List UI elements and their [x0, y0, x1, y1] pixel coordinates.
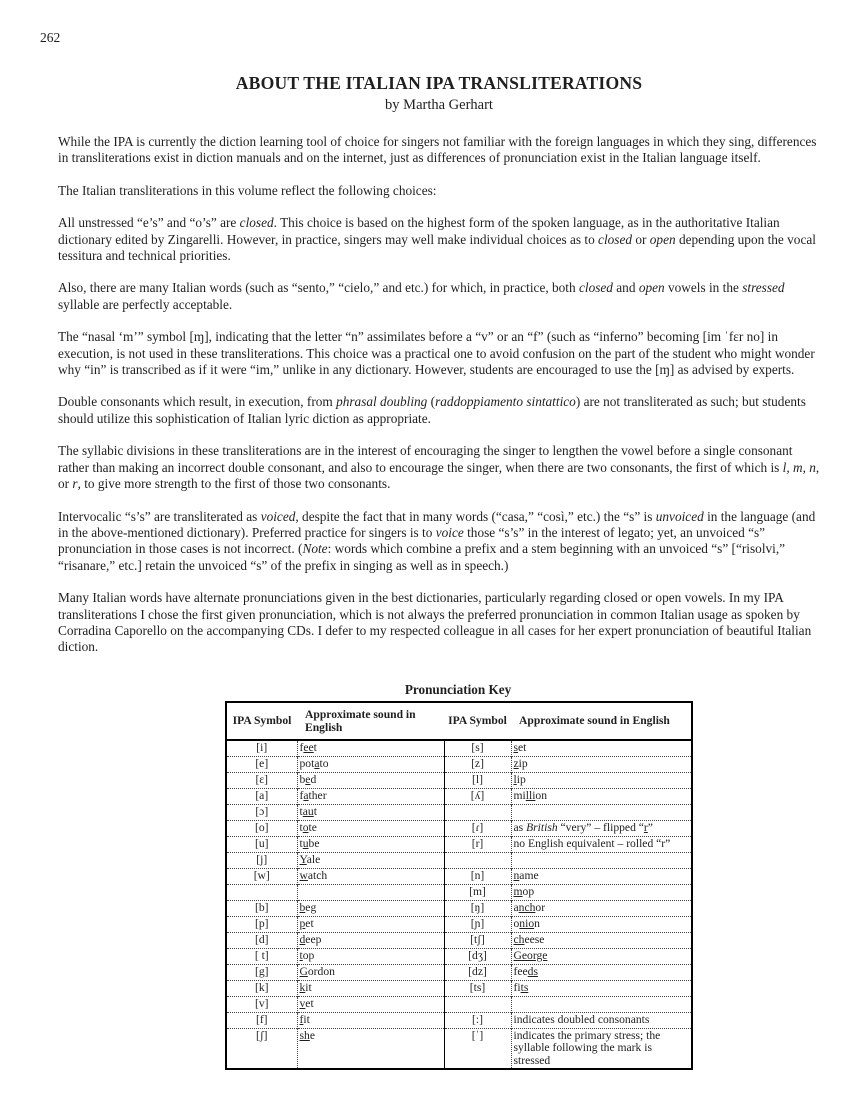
- pronunciation-key-table: [225, 701, 693, 1070]
- sound-cell: name: [511, 868, 692, 884]
- ipa-symbol-cell: [ t]: [226, 948, 297, 964]
- sound-cell: cheese: [511, 932, 692, 948]
- paragraph: Many Italian words have alternate pronunciations given in the best dictionaries, particularly regarding closed or open vowels. In my IPA transliterations I chose the first given pronunciation, which is not always the preferred pronunciation in common Italian usage as spoken by Corradina Caporello on the accompanying CDs. I defer to my respected colleague in all cases for her expert pronunciation of beautiful Italian diction.: [58, 590, 812, 655]
- sound-cell: vet: [297, 996, 444, 1012]
- ipa-symbol-cell: [n]: [444, 868, 511, 884]
- key-table-body: [226, 740, 692, 1069]
- sound-cell: indicates the primary stress; the syllable following the mark is stressed: [511, 1028, 692, 1068]
- ipa-symbol-cell: [ɾ]: [444, 820, 511, 836]
- ipa-symbol-cell: [z]: [444, 756, 511, 772]
- sound-cell: feeds: [511, 964, 692, 980]
- ipa-symbol-cell: [d]: [226, 932, 297, 948]
- table-row: [226, 740, 692, 757]
- table-row: [226, 820, 692, 836]
- ipa-symbol-cell: [g]: [226, 964, 297, 980]
- table-row: [226, 772, 692, 788]
- sound-cell: taut: [297, 804, 444, 820]
- sound-cell: mop: [511, 884, 692, 900]
- table-row: [226, 1028, 692, 1068]
- table-row: [226, 964, 692, 980]
- ipa-symbol-cell: [e]: [226, 756, 297, 772]
- table-row: [226, 788, 692, 804]
- sound-cell: beg: [297, 900, 444, 916]
- column-header-ipa-right: IPA Symbol: [444, 702, 511, 740]
- table-row: [226, 932, 692, 948]
- table-row: [226, 916, 692, 932]
- ipa-symbol-cell: [v]: [226, 996, 297, 1012]
- table-header-row: [226, 702, 692, 740]
- sound-cell: no English equivalent – rolled “r”: [511, 836, 692, 852]
- ipa-symbol-cell: [dʒ]: [444, 948, 511, 964]
- ipa-symbol-cell: [444, 996, 511, 1012]
- table-row: [226, 756, 692, 772]
- sound-cell: deep: [297, 932, 444, 948]
- column-header-sound-left: Approximate sound in English: [297, 702, 444, 740]
- ipa-symbol-cell: [b]: [226, 900, 297, 916]
- pronunciation-key: [225, 682, 691, 1070]
- paragraph: All unstressed “e’s” and “o’s” are closed. This choice is based on the highest form of the spoken language, as in the authoritative Italian dictionary edited by Zingarelli. However, in practice, singers may well make individual choices as to closed or open depending upon the vocal tessitura and technical priorities.: [58, 215, 816, 264]
- sound-cell: tote: [297, 820, 444, 836]
- column-header-sound-right: Approximate sound in English: [511, 702, 692, 740]
- paragraph: Double consonants which result, in execution, from phrasal doubling (raddoppiamento sintattico) are not transliterated as such; but students should utilize this sophistication of Italian lyric diction as appropriate.: [58, 394, 806, 426]
- sound-cell: Yale: [297, 852, 444, 868]
- sound-cell: potato: [297, 756, 444, 772]
- sound-cell: fits: [511, 980, 692, 996]
- ipa-symbol-cell: [ˈ]: [444, 1028, 511, 1068]
- table-row: [226, 804, 692, 820]
- ipa-symbol-cell: [444, 852, 511, 868]
- ipa-symbol-cell: [l]: [444, 772, 511, 788]
- table-row: [226, 948, 692, 964]
- sound-cell: watch: [297, 868, 444, 884]
- ipa-symbol-cell: [w]: [226, 868, 297, 884]
- ipa-symbol-cell: [ʎ]: [444, 788, 511, 804]
- sound-cell: million: [511, 788, 692, 804]
- sound-cell: indicates doubled consonants: [511, 1012, 692, 1028]
- paragraph: Intervocalic “s’s” are transliterated as voiced, despite the fact that in many words (“casa,” “così,” etc.) the “s” is unvoiced in the language (and in the above-mentioned dictionary). Preferred practice for singers is to voice those “s’s” in the interest of legato; yet, an unvoiced “s” pronunciation in those cases is not incorrect. (Note: words which combine a prefix and a stem beginning with an unvoiced “s” [“risolvi,” “risanare,” etc.] retain the unvoiced “s” of the prefix in singing as well as in speech.): [58, 508, 816, 573]
- paragraph: While the IPA is currently the diction learning tool of choice for singers not familiar with the foreign languages in which they sing, differences in transliterations exist in diction manuals and on the internet, just as differences of pronunciation exist in the Italian language itself.: [58, 134, 817, 166]
- ipa-symbol-cell: [ŋ]: [444, 900, 511, 916]
- table-row: [226, 980, 692, 996]
- ipa-symbol-cell: [u]: [226, 836, 297, 852]
- ipa-symbol-cell: [dz]: [444, 964, 511, 980]
- ipa-symbol-cell: [p]: [226, 916, 297, 932]
- ipa-symbol-cell: [s]: [444, 740, 511, 757]
- ipa-symbol-cell: [:]: [444, 1012, 511, 1028]
- sound-cell: [511, 996, 692, 1012]
- column-header-ipa-left: IPA Symbol: [226, 702, 297, 740]
- sound-cell: as British “very” – flipped “r”: [511, 820, 692, 836]
- page-title: ABOUT THE ITALIAN IPA TRANSLITERATIONS: [235, 73, 643, 93]
- paragraph: The “nasal ‘m’” symbol [ɱ], indicating that the letter “n” assimilates before a “v” or an “f” (such as “inferno” becoming [im ˈfɛr no] in execution, is not used in these transliterations. This choice was a practical one to avoid confusion on the part of the student who might wonder why “in” is transcribed as if it were “im,” unlike in any dictionary. However, students are encouraged to use the [ɱ] as advised by experts.: [58, 329, 815, 378]
- sound-cell: top: [297, 948, 444, 964]
- sound-cell: Gordon: [297, 964, 444, 980]
- sound-cell: kit: [297, 980, 444, 996]
- byline: by Martha Gerhart: [385, 97, 493, 113]
- ipa-symbol-cell: [ɛ]: [226, 772, 297, 788]
- ipa-symbol-cell: [ʃ]: [226, 1028, 297, 1068]
- ipa-symbol-cell: [j]: [226, 852, 297, 868]
- sound-cell: tube: [297, 836, 444, 852]
- sound-cell: onion: [511, 916, 692, 932]
- paragraph: The syllabic divisions in these transliterations are in the interest of encouraging the singer to lengthen the vowel before a single consonant rather than making an incorrect double consonant, and also to encourage the singer, when there are two consonants, the first of which is l, m, n, or r, to give more strength to the first of those two consonants.: [58, 443, 820, 492]
- ipa-symbol-cell: [ɔ]: [226, 804, 297, 820]
- ipa-symbol-cell: [444, 804, 511, 820]
- table-row: [226, 884, 692, 900]
- ipa-symbol-cell: [tʃ]: [444, 932, 511, 948]
- ipa-symbol-cell: [ts]: [444, 980, 511, 996]
- table-row: [226, 868, 692, 884]
- pronunciation-key-title: Pronunciation Key: [404, 681, 512, 697]
- sound-cell: zip: [511, 756, 692, 772]
- ipa-symbol-cell: [226, 884, 297, 900]
- sound-cell: she: [297, 1028, 444, 1068]
- page-content: [58, 0, 820, 1070]
- paragraph: The Italian transliterations in this volume reflect the following choices:: [58, 182, 437, 198]
- ipa-symbol-cell: [m]: [444, 884, 511, 900]
- sound-cell: set: [513, 740, 527, 754]
- ipa-symbol-cell: [i]: [226, 740, 297, 757]
- sound-cell: [511, 804, 692, 820]
- ipa-symbol-cell: [a]: [226, 788, 297, 804]
- sound-cell: father: [297, 788, 444, 804]
- table-row: [226, 1012, 692, 1028]
- table-row: [226, 900, 692, 916]
- sound-cell: George: [511, 948, 692, 964]
- sound-cell: [297, 884, 444, 900]
- sound-cell: pet: [297, 916, 444, 932]
- sound-cell: anchor: [511, 900, 692, 916]
- ipa-symbol-cell: [f]: [226, 1012, 297, 1028]
- sound-cell: [511, 852, 692, 868]
- paragraph: Also, there are many Italian words (such as “sento,” “cielo,” and etc.) for which, in practice, both closed and open vowels in the stressed syllable are perfectly acceptable.: [58, 280, 785, 312]
- ipa-symbol-cell: [r]: [444, 836, 511, 852]
- sound-cell: fit: [297, 1012, 444, 1028]
- ipa-symbol-cell: [ɲ]: [444, 916, 511, 932]
- ipa-symbol-cell: [o]: [226, 820, 297, 836]
- sound-cell: lip: [511, 772, 692, 788]
- page-number: 262: [40, 30, 61, 45]
- table-row: [226, 852, 692, 868]
- sound-cell: feet: [297, 740, 444, 757]
- sound-cell: bed: [297, 772, 444, 788]
- ipa-symbol-cell: [k]: [226, 980, 297, 996]
- table-row: [226, 836, 692, 852]
- table-row: [226, 996, 692, 1012]
